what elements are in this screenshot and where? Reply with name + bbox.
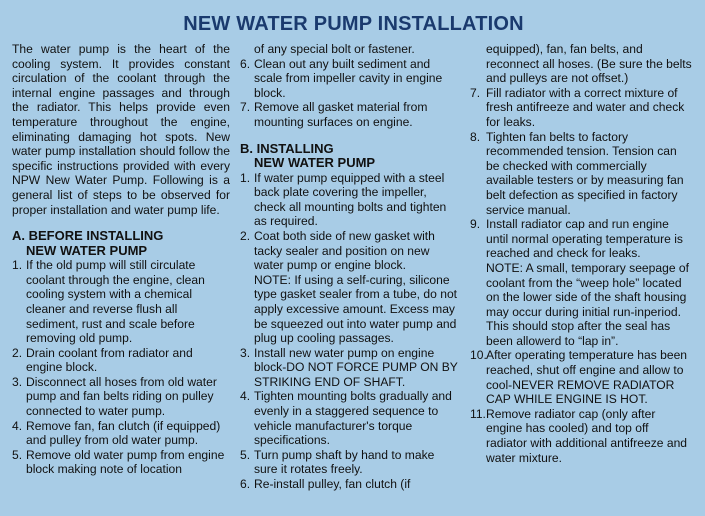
step-text: Install radiator cap and run engine until normal operating temperature is reached and check for leaks. <box>486 217 683 261</box>
section-a-step <box>240 57 460 101</box>
step-text: Disconnect all hoses from old water pump and fan belts riding on pulley connected to water pump. <box>26 374 217 419</box>
column-3 <box>470 42 692 492</box>
section-b-step <box>470 86 692 130</box>
column-2 <box>240 42 460 492</box>
columns <box>12 42 695 492</box>
section-b-step <box>470 130 692 218</box>
section-b-step <box>470 348 692 406</box>
step-text: Turn pump shaft by hand to make sure it rotates freely. <box>254 447 435 477</box>
section-b-note <box>470 261 692 349</box>
step-number: 6. <box>240 56 251 71</box>
intro-paragraph: The water pump is the heart of the cooling system. It provides constant circulation of the coolant through the internal engine passages and through the radiator. This helps provide even temperature throughout the engine, eliminating damaging hot spots. New water pump installation should follow the specific instructions provided with every NPW New Water Pump. Following is a general list of steps to be observed for proper installation and water pump life. <box>12 42 230 217</box>
step-number: 4. <box>240 389 251 404</box>
section-b-step <box>240 229 460 273</box>
step-number: 3. <box>240 345 251 360</box>
step-number: 1. <box>240 170 251 185</box>
step-number: 5. <box>12 447 23 462</box>
section-b-heading-line2: NEW WATER PUMP <box>254 155 376 171</box>
step-number: 2. <box>12 345 23 360</box>
step-number: 8. <box>470 129 481 144</box>
step-number: 5. <box>240 447 251 462</box>
section-b-heading <box>240 142 460 171</box>
step-text: Remove radiator cap (only after engine has cooled) and top off radiator with additional antifreeze and water mixture. <box>486 406 688 465</box>
step-number: 7. <box>240 100 251 115</box>
step-text: After operating temperature has been reached, shut off engine and allow to cool-NEVER REMOVE RADIATOR CAP WHILE ENGINE IS HOT. <box>486 348 688 407</box>
step-number: 9. <box>470 217 481 232</box>
section-a-step <box>12 258 230 346</box>
step-text: Install new water pump on engine block-DO NOT FORCE PUMP ON BY STRIKING END OF SHAFT. <box>254 345 458 389</box>
section-b-step <box>470 217 692 261</box>
section-a-step <box>12 419 230 448</box>
section-b-step <box>240 448 460 477</box>
step-text: Re-install pulley, fan clutch (if <box>254 477 411 492</box>
document-title: NEW WATER PUMP INSTALLATION <box>183 13 524 35</box>
section-b-heading-line1: B. INSTALLING <box>240 140 334 156</box>
section-b-step <box>240 389 460 447</box>
section-b-step-6-continued: equipped), fan, fan belts, and reconnect all hoses. (Be sure the belts and pulleys are not offset.) <box>486 42 692 86</box>
step-text: Tighten fan belts to factory recommended tension. Tension can be checked with commercially available testers or by measuring fan belt defection as specified in factory service manual. <box>486 129 684 217</box>
step-number: 4. <box>12 418 23 433</box>
step-text: Coat both side of new gasket with tacky sealer and position on new water pump or engine block. <box>254 228 435 273</box>
section-b-note <box>240 273 460 346</box>
section-a-step-5-continued: of any special bolt or fastener. <box>254 42 415 56</box>
section-a-step <box>12 346 230 375</box>
step-number: 10. <box>470 348 487 363</box>
step-number: 11. <box>470 406 486 421</box>
step-number: 6. <box>240 477 251 492</box>
section-a-step <box>12 448 230 477</box>
step-number: 1. <box>12 258 23 273</box>
section-b-step <box>470 407 692 465</box>
section-b-step <box>240 171 460 229</box>
section-a-heading-line2: NEW WATER PUMP <box>26 242 148 258</box>
step-text: Remove all gasket material from mounting surfaces on engine. <box>254 100 428 129</box>
section-a-step <box>12 375 230 419</box>
step-text: Remove old water pump from engine block making note of location <box>26 447 225 477</box>
note-text: NOTE: A small, temporary seepage of coolant from the “weep hole” located on the lower side of the shaft housing may occur during initial run-inperiod. This should stop after the seal has been allowerd to “lap in”. <box>486 260 689 348</box>
step-text: Remove fan, fan clutch (if equipped) and pulley from old water pump. <box>26 418 221 448</box>
step-text: If the old pump will still circulate coolant through the engine, clean cooling system with a chemical cleaner and reverse flush all sediment, rust and scale before removing old pump. <box>26 258 205 346</box>
step-number: 3. <box>12 374 23 389</box>
step-text: Clean out any built sediment and scale from impeller cavity in engine block. <box>254 56 443 100</box>
step-number: 2. <box>240 228 251 243</box>
step-text: If water pump equipped with a steel back plate covering the impeller, check all mounting bolts and tighten as required. <box>254 170 447 229</box>
step-number: 7. <box>470 85 481 100</box>
column-1 <box>12 42 230 492</box>
section-a-heading-line1: A. BEFORE INSTALLING <box>12 228 164 244</box>
section-a-step <box>240 100 460 129</box>
section-b-step <box>240 346 460 390</box>
step-text: Drain coolant from radiator and engine block. <box>26 345 193 375</box>
note-text: NOTE: If using a self-curing, silicone type gasket sealer from a tube, do not apply excessive amount. Excess may be squeezed out into water pump and plug up cooling passages. <box>254 272 458 346</box>
step-text: Fill radiator with a correct mixture of fresh antifreeze and water and check for leaks. <box>486 85 685 129</box>
section-b-step <box>240 477 460 492</box>
section-a-heading <box>12 229 230 258</box>
step-text: Tighten mounting bolts gradually and evenly in a staggered sequence to vehicle manufacturer's torque specifications. <box>254 389 452 448</box>
